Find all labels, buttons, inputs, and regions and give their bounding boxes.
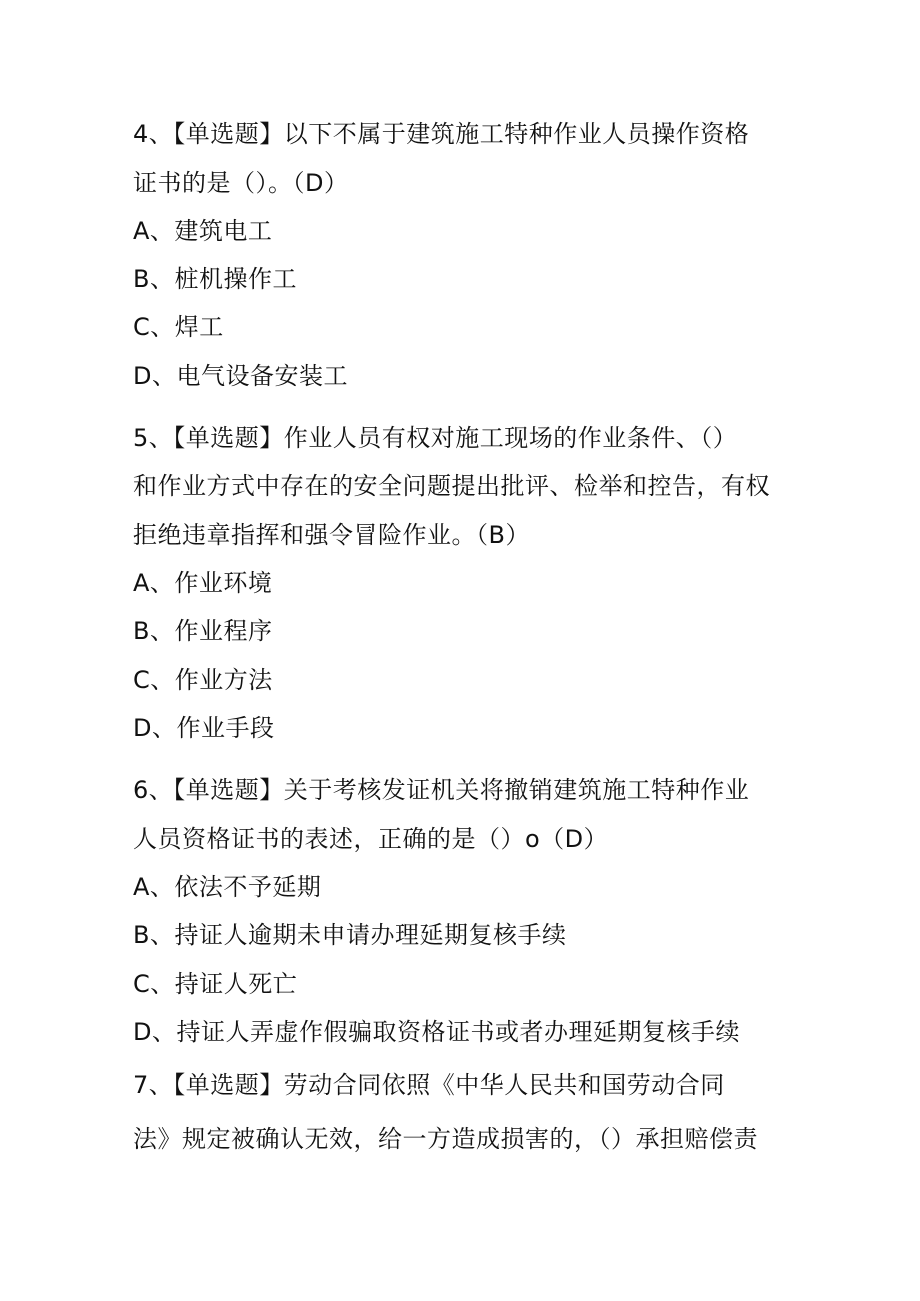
question-6-stem-line-2: 人员资格证书的表述，正确的是（）o（D） — [133, 825, 609, 853]
question-4-option-c: C、焊工 — [133, 313, 224, 341]
question-7-stem-line-1: 7、【单选题】劳动合同依照《中华人民共和国劳动合同 — [133, 1071, 725, 1099]
question-5-option-a: A、作业环境 — [133, 569, 273, 597]
question-6-option-d: D、持证人弄虚作假骗取资格证书或者办理延期复核手续 — [133, 1018, 740, 1046]
question-6-option-b: B、持证人逾期未申请办理延期复核手续 — [133, 921, 567, 949]
question-4-option-a: A、建筑电工 — [133, 217, 273, 245]
question-5-option-d: D、作业手段 — [133, 714, 275, 742]
question-5-stem-line-2: 和作业方式中存在的安全问题提出批评、检举和控告，有权 — [133, 472, 770, 500]
question-4-option-d: D、电气设备安装工 — [133, 362, 348, 390]
question-6-stem-line-1: 6、【单选题】关于考核发证机关将撤销建筑施工特种作业 — [133, 776, 750, 804]
question-6-option-c: C、持证人死亡 — [133, 970, 298, 998]
question-6-option-a: A、依法不予延期 — [133, 873, 322, 901]
question-5-stem-line-3: 拒绝违章指挥和强令冒险作业。（B） — [133, 521, 530, 549]
question-4-stem-line-2: 证书的是（）。（D） — [133, 169, 349, 197]
question-5-option-c: C、作业方法 — [133, 666, 273, 694]
question-4-stem-line-1: 4、【单选题】以下不属于建筑施工特种作业人员操作资格 — [133, 120, 750, 148]
question-5-option-b: B、作业程序 — [133, 617, 273, 645]
question-5-stem-line-1: 5、【单选题】作业人员有权对施工现场的作业条件、（） — [133, 424, 738, 452]
question-4-option-b: B、桩机操作工 — [133, 265, 297, 293]
question-7-stem-line-2: 法》规定被确认无效，给一方造成损害的，（）承担赔偿责 — [133, 1125, 758, 1153]
